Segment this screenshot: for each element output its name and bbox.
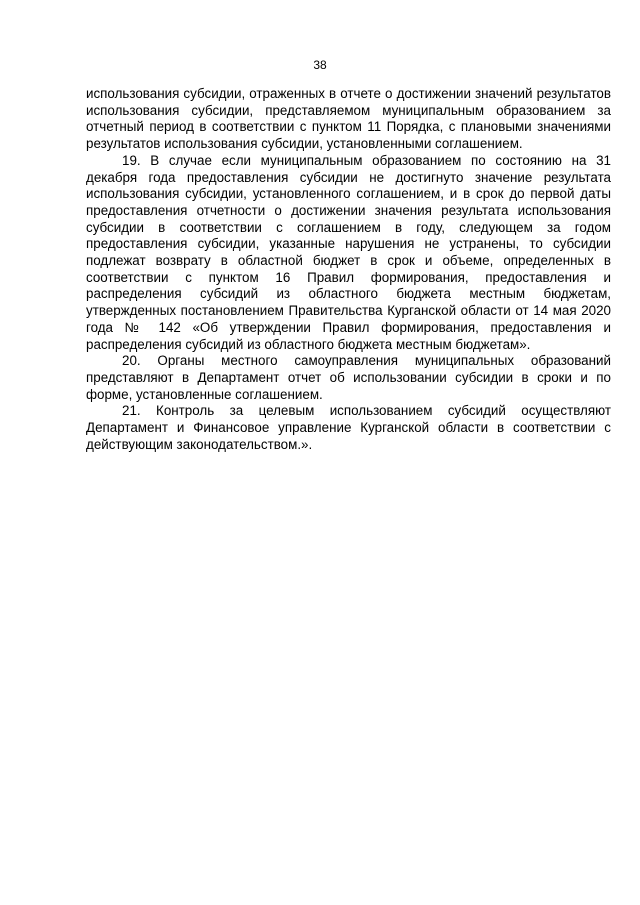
paragraph-continuation: использования субсидии, отраженных в отчете о достижении значений результатов использования субсидии, представляемом муниципальным образованием за отчетный период в соответствии с пунктом 11 Порядка, с плановыми значениями результатов использования субсидии, установленными соглашением. xyxy=(86,86,611,152)
document-body xyxy=(86,86,611,453)
paragraph-item-19: 19. В случае если муниципальным образованием по состоянию на 31 декабря года предоставления субсидии не достигнуто значение результата использования субсидии, установленного соглашением, и в срок до первой даты предоставления отчетности о достижении значения результата использования субсидии в соответствии с соглашением в году, следующем за годом предоставления субсидии, указанные нарушения не устранены, то субсидии подлежат возврату в областной бюджет в срок и объеме, определенных в соответствии с пунктом 16 Правил формирования, предоставления и распределения субсидий из областного бюджета местным бюджетам, утвержденных постановлением Правительства Курганской области от 14 мая 2020 года № 142 «Об утверждении Правил формирования, предоставления и распределения субсидий из областного бюджета местным бюджетам». xyxy=(86,152,611,352)
page-number: 38 xyxy=(313,58,327,72)
paragraph-item-20: 20. Органы местного самоуправления муниципальных образований представляют в Департамент отчет об использовании субсидии в сроки и по форме, установленные соглашением. xyxy=(86,353,611,402)
paragraph-item-21: 21. Контроль за целевым использованием субсидий осуществляют Департамент и Финансовое управление Курганской области в соответствии с действующим законодательством.». xyxy=(86,403,611,452)
